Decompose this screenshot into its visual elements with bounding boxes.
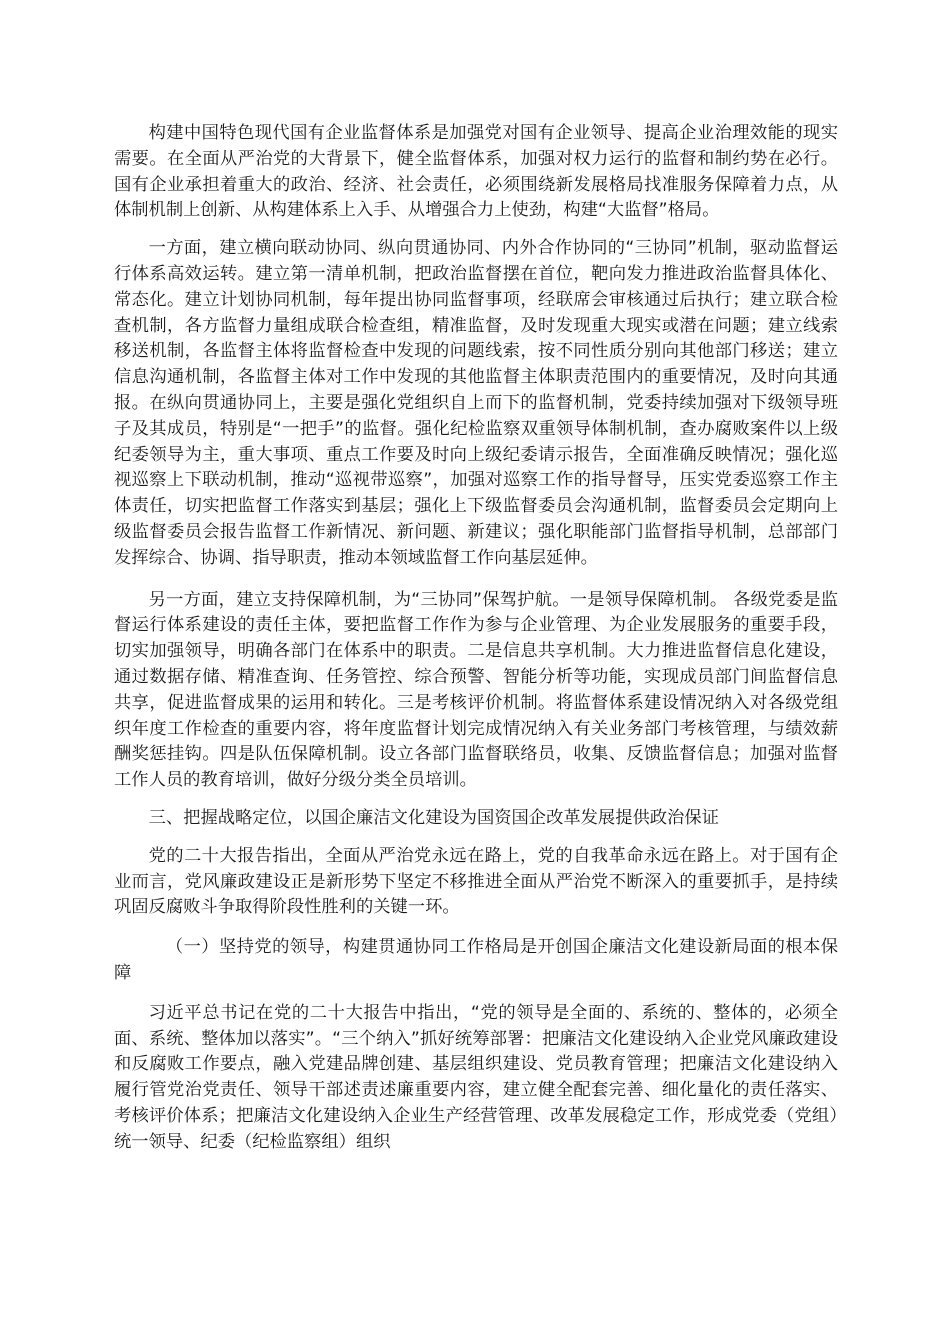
paragraph-twentieth-congress: 党的二十大报告指出，全面从严治党永远在路上，党的自我革命永远在路上。对于国有企业而言，党风廉政建设正是新形势下坚定不移推进全面从严治党不断深入的重要抓手，是持续巩固反腐败斗争取得阶段性胜利的关键一环。: [114, 845, 838, 918]
subheading-one: （一）坚持党的领导，构建贯通协同工作格局是开创国企廉洁文化建设新局面的根本保障: [114, 937, 838, 983]
paragraph-support-mechanism: 另一方面，建立支持保障机制，为“三协同”保驾护航。一是领导保障机制。 各级党委是监督运行体系建设的责任主体，要把监督工作作为参与企业管理、为企业发展服务的重要手段，切实加强领导，明确各部门在体系中的职责。二是信息共享机制。大力推进监督信息化建设，通过数据存储、精准查询、任务管控、综合预警、智能分析等功能，实现成员部门间监督信息共享，促进监督成果的运用和转化。三是考核评价机制。将监督体系建设情况纳入对各级党组织年度工作检查的重要内容，将年度监督计划完成情况纳入有关业务部门考核管理，与绩效薪酬奖惩挂钩。四是队伍保障机制。设立各部门监督联络员，收集、反馈监督信息；加强对监督工作人员的教育培训，做好分级分类全员培训。: [114, 589, 838, 791]
paragraph-supervision-system: 构建中国特色现代国有企业监督体系是加强党对国有企业领导、提高企业治理效能的现实需要。在全面从严治党的大背景下，健全监督体系，加强对权力运行的监督和制约势在必行。国有企业承担着重大的政治、经济、社会责任，必须围绕新发展格局找准服务保障着力点，从体制机制上创新、从构建体系上入手、从增强合力上使劲，构建“大监督”格局。: [114, 123, 838, 221]
document-page: [114, 121, 838, 1155]
paragraph-three-coordination-mechanism: 一方面，建立横向联动协同、纵向贯通协同、内外合作协同的“三协同”机制，驱动监督运行体系高效运转。建立第一清单机制，把政治监督摆在首位，靶向发力推进政治监督具体化、常态化。建立计划协同机制，每年提出协同监督事项，经联席会审核通过后执行；建立联合检查机制，各方监督力量组成联合检查组，精准监督，及时发现重大现实或潜在问题；建立线索移送机制，各监督主体将监督检查中发现的问题线索，按不同性质分别向其他部门移送；建立信息沟通机制，各监督主体对工作中发现的其他监督主体职责范围内的重要情况，及时向其通报。在纵向贯通协同上，主要是强化党组织自上而下的监督机制，党委持续加强对下级领导班子及其成员，特别是“一把手”的监督。强化纪检监察双重领导体制机制，查办腐败案件以上级纪委领导为主，重大事项、重点工作要及时向上级纪委请示报告，全面准确反映情况；强化巡视巡察上下联动机制，推动“巡视带巡察”，加强对巡察工作的指导督导，压实党委巡察工作主体责任，切实把监督工作落实到基层；强化上下级监督委员会沟通机制，监督委员会定期向上级监督委员会报告监督工作新情况、新问题、新建议；强化职能部门监督指导机制，总部部门发挥综合、协调、指导职责，推动本领域监督工作向基层延伸。: [114, 238, 838, 568]
section-heading-three: 三、把握战略定位，以国企廉洁文化建设为国资国企改革发展提供政治保证: [148, 807, 719, 828]
paragraph-party-leadership: 习近平总书记在党的二十大报告中指出，“党的领导是全面的、系统的、整体的，必须全面、系统、整体加以落实”。“三个纳入”抓好统筹部署：把廉洁文化建设纳入企业党风廉政建设和反腐败工作要点，融入党建品牌创建、基层组织建设、党员教育管理；把廉洁文化建设纳入履行管党治党责任、领导干部述责述廉重要内容，建立健全配套完善、细化量化的责任落实、考核评价体系；把廉洁文化建设纳入企业生产经营管理、改革发展稳定工作，形成党委（党组）统一领导、纪委（纪检监察组）组织: [114, 1002, 838, 1152]
